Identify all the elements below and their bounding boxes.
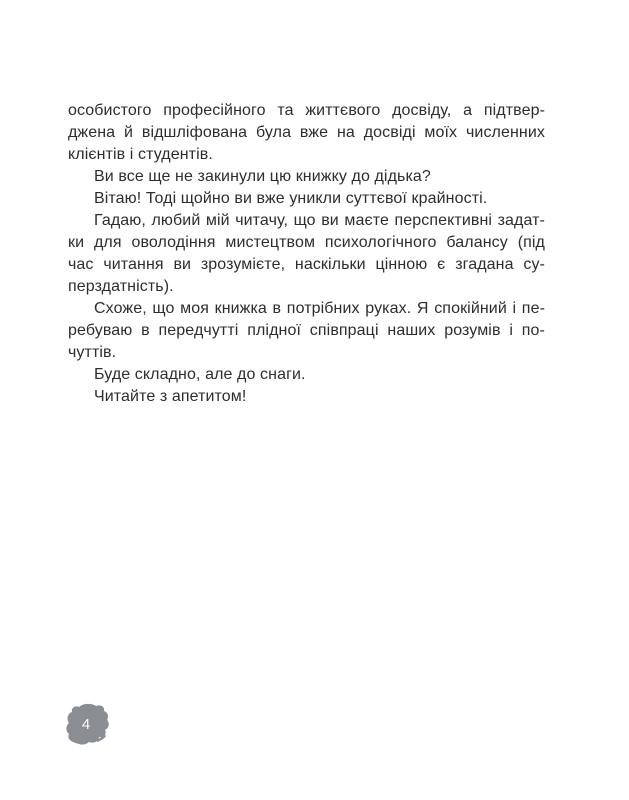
text-line: Гадаю, любий мій читачу, що ви маєте перспективні задат- [94,212,545,229]
text-line: клієнтів і студентів. [68,146,213,163]
text-line: Читайте з апетитом! [94,388,247,405]
text-block [68,100,545,408]
text-line: перздатність). [68,278,174,295]
page-number-blob [66,702,110,750]
text-line: Ви все ще не закинули цю книжку до дідька? [94,168,431,185]
text-line: час читання ви зрозумієте, наскільки цінною є згадана су- [68,256,545,273]
text-line: джена й відшліфована була вже на досвіді моїх численних [68,124,545,141]
page-number: 4 [81,715,91,733]
text-line: чуттів. [68,344,117,361]
text-line: ребуваю в передчутті плідної співпраці наших розумів і по- [68,322,545,339]
text-line: Схоже, що моя книжка в потрібних руках. Я спокійний і пе- [94,300,545,317]
text-line: Буде складно, але до снаги. [94,366,306,383]
text-line: ки для оволодіння мистецтвом психологічного балансу (під [68,234,545,251]
text-line: особистого професійного та життєвого досвіду, а підтвер- [68,102,545,119]
text-line: Вітаю! Тоді щойно ви вже уникли суттєвої крайності. [94,190,488,207]
